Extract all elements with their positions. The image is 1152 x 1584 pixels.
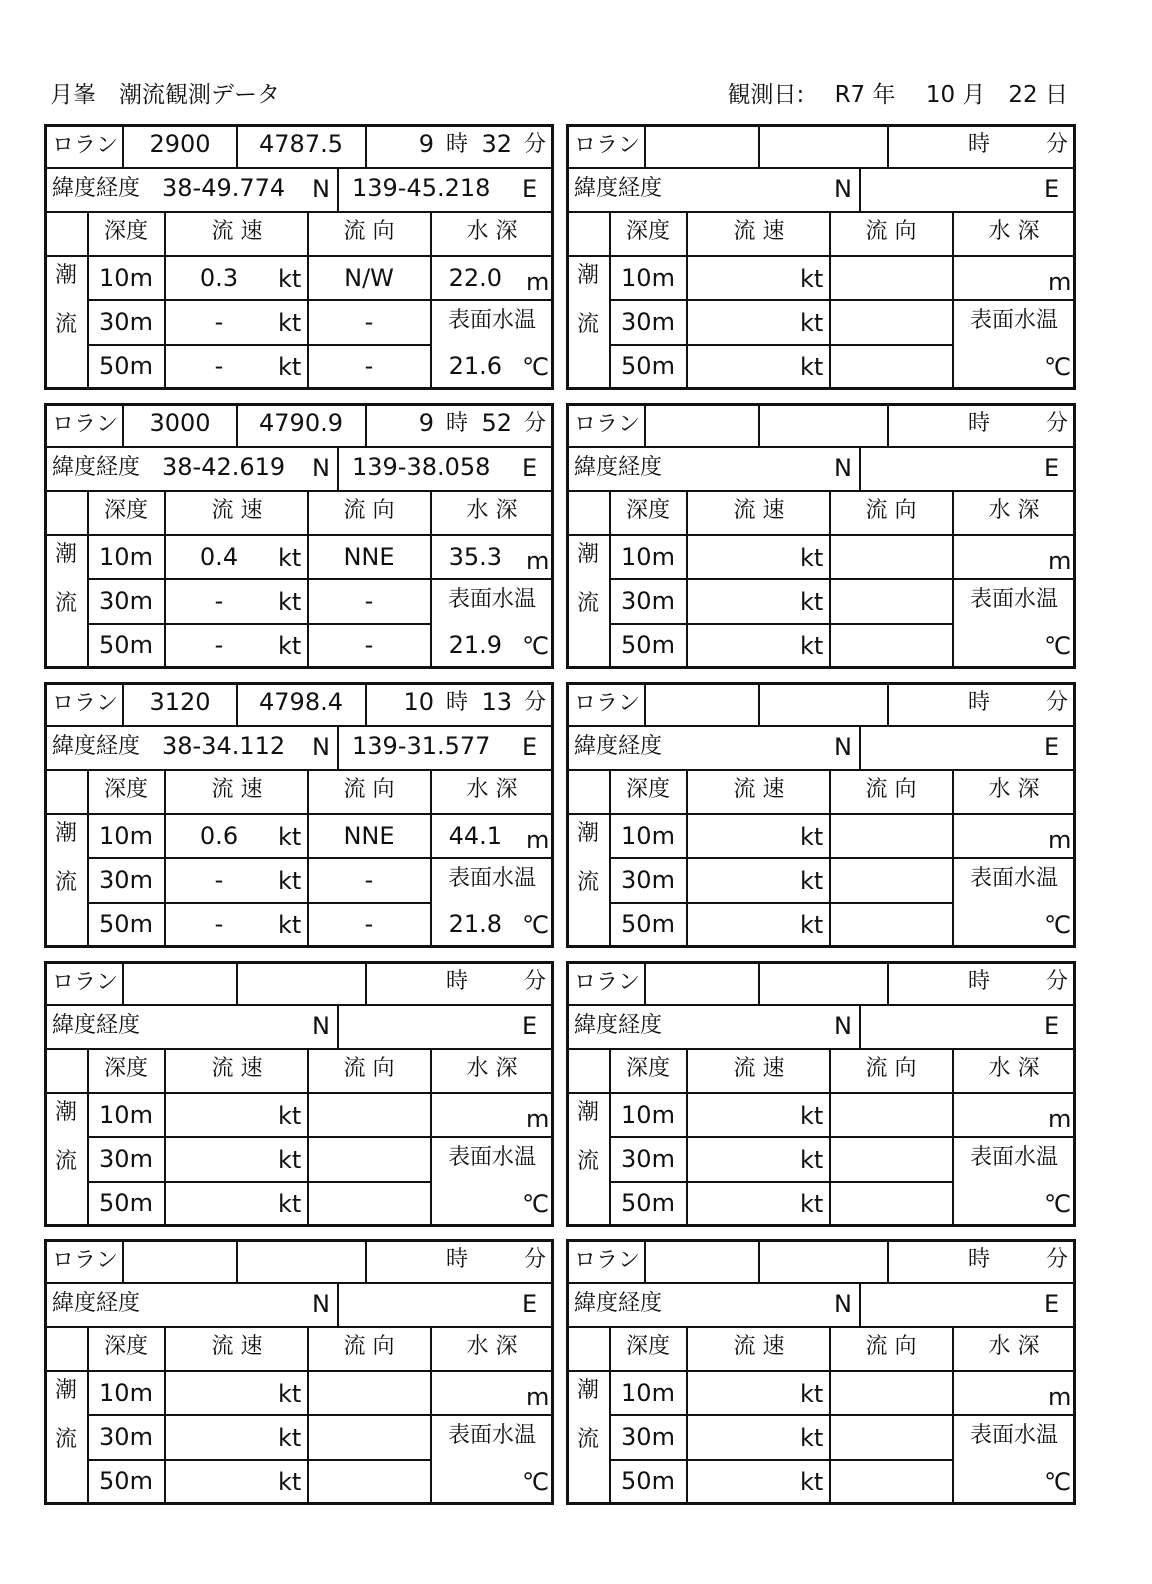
n-unit: N xyxy=(834,1290,852,1318)
m-unit: m xyxy=(526,1105,550,1133)
speed-10m-value: 0.4 xyxy=(199,543,239,571)
speed-50m-value: - xyxy=(214,910,224,938)
direction-header: 流 向 xyxy=(343,1334,395,1359)
depth-50m: 50m xyxy=(99,352,153,380)
water-depth-header: 水 深 xyxy=(988,777,1040,802)
card-grid xyxy=(566,124,1076,390)
depth-50m: 50m xyxy=(99,910,153,938)
loran-label: ロラン xyxy=(574,1248,641,1273)
hour-unit: 時 xyxy=(446,1247,469,1272)
day-value: 22 xyxy=(1008,82,1038,108)
hour-unit: 時 xyxy=(446,411,469,436)
latlon-label: 緯度経度 xyxy=(52,1291,141,1316)
depth-header: 深度 xyxy=(625,1056,671,1081)
tide-label-1: 潮 xyxy=(576,542,600,567)
card-grid xyxy=(44,124,554,390)
observation-card xyxy=(566,124,1076,390)
loran-label: ロラン xyxy=(574,412,641,437)
card-grid xyxy=(566,682,1076,948)
kt-unit-30m: kt xyxy=(278,867,302,895)
depth-30m: 30m xyxy=(99,587,153,615)
e-unit: E xyxy=(1044,175,1060,203)
card-grid xyxy=(566,1239,1076,1505)
direction-10m-value: NNE xyxy=(343,822,395,850)
depth-10m: 10m xyxy=(99,1379,153,1407)
hour-unit: 時 xyxy=(446,690,469,715)
kt-unit-30m: kt xyxy=(800,309,824,337)
depth-30m: 30m xyxy=(621,587,675,615)
observation-card xyxy=(44,1239,554,1505)
minute-value: 13 xyxy=(481,688,512,716)
surface-temp-label: 表面水温 xyxy=(969,1423,1059,1448)
observation-date xyxy=(0,76,1068,109)
water-depth-header: 水 深 xyxy=(988,219,1040,244)
surface-temp-value: 21.8 xyxy=(448,910,502,938)
surface-temp-label: 表面水温 xyxy=(447,1423,537,1448)
tide-label-2: 流 xyxy=(576,1149,600,1174)
celsius-unit: ℃ xyxy=(1044,353,1071,381)
kt-unit-10m: kt xyxy=(800,823,824,851)
month-unit: 月 xyxy=(962,82,986,108)
observation-card xyxy=(566,682,1076,948)
depth-header: 深度 xyxy=(103,1056,149,1081)
card-grid xyxy=(566,961,1076,1227)
observation-card xyxy=(44,124,554,390)
observation-card xyxy=(44,403,554,669)
depth-30m: 30m xyxy=(99,1423,153,1451)
depth-50m: 50m xyxy=(99,1189,153,1217)
depth-header: 深度 xyxy=(625,219,671,244)
kt-unit-50m: kt xyxy=(278,632,302,660)
hour-value: 9 xyxy=(418,409,434,437)
minute-unit: 分 xyxy=(1046,969,1069,994)
latitude-value: 38-49.774 xyxy=(162,174,286,202)
loran-label: ロラン xyxy=(574,970,641,995)
depth-30m: 30m xyxy=(621,308,675,336)
direction-header: 流 向 xyxy=(865,777,917,802)
speed-10m-value: 0.6 xyxy=(199,822,239,850)
minute-value: 32 xyxy=(481,130,512,158)
hour-unit: 時 xyxy=(968,690,991,715)
depth-50m: 50m xyxy=(621,1467,675,1495)
tide-label-2: 流 xyxy=(54,591,78,616)
hour-value: 9 xyxy=(418,130,434,158)
speed-30m-value: - xyxy=(214,308,224,336)
depth-header: 深度 xyxy=(625,777,671,802)
observation-card xyxy=(44,682,554,948)
loran-label: ロラン xyxy=(574,691,641,716)
speed-30m-value: - xyxy=(214,587,224,615)
e-unit: E xyxy=(522,1012,538,1040)
minute-unit: 分 xyxy=(1046,1247,1069,1272)
direction-50m-value: - xyxy=(364,352,374,380)
direction-50m-value: - xyxy=(364,631,374,659)
depth-30m: 30m xyxy=(621,866,675,894)
direction-50m-value: - xyxy=(364,910,374,938)
n-unit: N xyxy=(312,175,330,203)
day-unit: 日 xyxy=(1045,82,1068,108)
surface-temp-label: 表面水温 xyxy=(969,308,1059,333)
direction-header: 流 向 xyxy=(343,1056,395,1081)
latlon-label: 緯度経度 xyxy=(52,1013,141,1038)
tide-label-2: 流 xyxy=(54,312,78,337)
depth-10m: 10m xyxy=(99,543,153,571)
tide-label-2: 流 xyxy=(576,1427,600,1452)
depth-10m: 10m xyxy=(621,543,675,571)
latlon-label: 緯度経度 xyxy=(574,734,663,759)
kt-unit-10m: kt xyxy=(800,1380,824,1408)
celsius-unit: ℃ xyxy=(522,632,549,660)
water-depth-header: 水 深 xyxy=(988,1334,1040,1359)
page-title: 月峯 潮流観測データ xyxy=(50,82,280,108)
surface-temp-value: 21.6 xyxy=(448,352,502,380)
longitude-value: 139-31.577 xyxy=(352,732,491,760)
celsius-unit: ℃ xyxy=(1044,632,1071,660)
speed-50m-value: - xyxy=(214,631,224,659)
tide-label-1: 潮 xyxy=(54,1378,78,1403)
card-grid xyxy=(44,961,554,1227)
kt-unit-50m: kt xyxy=(800,1190,824,1218)
water-depth-header: 水 深 xyxy=(466,777,518,802)
surface-temp-label: 表面水温 xyxy=(447,1145,537,1170)
n-unit: N xyxy=(312,1290,330,1318)
tide-label-1: 潮 xyxy=(54,263,78,288)
loran-label: ロラン xyxy=(52,970,119,995)
tide-label-2: 流 xyxy=(576,312,600,337)
tide-label-2: 流 xyxy=(576,591,600,616)
direction-10m-value: NNE xyxy=(343,543,395,571)
celsius-unit: ℃ xyxy=(522,911,549,939)
water-depth-value: 22.0 xyxy=(448,264,502,292)
speed-header: 流 速 xyxy=(211,1056,263,1081)
depth-header: 深度 xyxy=(103,219,149,244)
water-depth-header: 水 深 xyxy=(466,219,518,244)
kt-unit-30m: kt xyxy=(800,588,824,616)
minute-unit: 分 xyxy=(1046,132,1069,157)
latlon-label: 緯度経度 xyxy=(574,1013,663,1038)
tide-label-2: 流 xyxy=(54,1149,78,1174)
kt-unit-30m: kt xyxy=(278,1424,302,1452)
minute-unit: 分 xyxy=(524,969,547,994)
speed-header: 流 速 xyxy=(733,777,785,802)
tide-label-1: 潮 xyxy=(576,821,600,846)
direction-header: 流 向 xyxy=(865,1056,917,1081)
latlon-label: 緯度経度 xyxy=(52,734,141,759)
kt-unit-30m: kt xyxy=(278,588,302,616)
minute-unit: 分 xyxy=(524,690,547,715)
water-depth-header: 水 深 xyxy=(988,498,1040,523)
depth-header: 深度 xyxy=(103,498,149,523)
kt-unit-50m: kt xyxy=(800,353,824,381)
speed-header: 流 速 xyxy=(211,777,263,802)
e-unit: E xyxy=(522,733,538,761)
surface-temp-label: 表面水温 xyxy=(969,587,1059,612)
direction-header: 流 向 xyxy=(865,219,917,244)
depth-10m: 10m xyxy=(99,1101,153,1129)
kt-unit-10m: kt xyxy=(278,823,302,851)
depth-50m: 50m xyxy=(99,1467,153,1495)
hour-unit: 時 xyxy=(968,1247,991,1272)
n-unit: N xyxy=(834,733,852,761)
hour-value: 10 xyxy=(403,688,434,716)
minute-value: 52 xyxy=(481,409,512,437)
direction-10m-value: N/W xyxy=(344,264,394,292)
speed-30m-value: - xyxy=(214,866,224,894)
m-unit: m xyxy=(526,547,550,575)
direction-30m-value: - xyxy=(364,587,374,615)
card-grid xyxy=(44,403,554,669)
kt-unit-10m: kt xyxy=(278,1380,302,1408)
tide-label-1: 潮 xyxy=(54,821,78,846)
depth-header: 深度 xyxy=(103,777,149,802)
kt-unit-10m: kt xyxy=(278,544,302,572)
latlon-label: 緯度経度 xyxy=(52,455,141,480)
surface-temp-value: 21.9 xyxy=(448,631,502,659)
latlon-label: 緯度経度 xyxy=(574,1291,663,1316)
kt-unit-30m: kt xyxy=(800,1146,824,1174)
m-unit: m xyxy=(1048,547,1072,575)
kt-unit-10m: kt xyxy=(278,1102,302,1130)
water-depth-header: 水 深 xyxy=(466,1056,518,1081)
card-grid xyxy=(44,682,554,948)
tide-label-2: 流 xyxy=(576,870,600,895)
m-unit: m xyxy=(1048,1105,1072,1133)
loran-label: ロラン xyxy=(52,691,119,716)
m-unit: m xyxy=(526,826,550,854)
observation-card xyxy=(566,961,1076,1227)
loran-label: ロラン xyxy=(52,412,119,437)
kt-unit-50m: kt xyxy=(800,911,824,939)
depth-10m: 10m xyxy=(621,1101,675,1129)
depth-30m: 30m xyxy=(99,1145,153,1173)
e-unit: E xyxy=(522,175,538,203)
kt-unit-50m: kt xyxy=(278,1468,302,1496)
depth-30m: 30m xyxy=(621,1145,675,1173)
speed-header: 流 速 xyxy=(733,1056,785,1081)
hour-unit: 時 xyxy=(968,132,991,157)
longitude-value: 139-45.218 xyxy=(352,174,491,202)
depth-30m: 30m xyxy=(99,308,153,336)
e-unit: E xyxy=(1044,454,1060,482)
loran-a-value: 3120 xyxy=(149,688,211,716)
tide-label-1: 潮 xyxy=(576,1100,600,1125)
speed-10m-value: 0.3 xyxy=(199,264,239,292)
m-unit: m xyxy=(1048,268,1072,296)
loran-b-value: 4798.4 xyxy=(259,688,343,716)
kt-unit-30m: kt xyxy=(278,309,302,337)
celsius-unit: ℃ xyxy=(522,353,549,381)
tide-label-1: 潮 xyxy=(576,1378,600,1403)
depth-header: 深度 xyxy=(625,1334,671,1359)
speed-header: 流 速 xyxy=(211,219,263,244)
minute-unit: 分 xyxy=(1046,411,1069,436)
hour-unit: 時 xyxy=(968,411,991,436)
celsius-unit: ℃ xyxy=(1044,911,1071,939)
month-value: 10 xyxy=(925,82,956,108)
water-depth-value: 44.1 xyxy=(448,822,502,850)
speed-header: 流 速 xyxy=(733,498,785,523)
loran-label: ロラン xyxy=(52,1248,119,1273)
m-unit: m xyxy=(526,268,550,296)
loran-b-value: 4790.9 xyxy=(259,409,343,437)
tide-label-1: 潮 xyxy=(576,263,600,288)
tide-label-1: 潮 xyxy=(54,1100,78,1125)
e-unit: E xyxy=(522,454,538,482)
observation-card xyxy=(566,1239,1076,1505)
e-unit: E xyxy=(522,1290,538,1318)
loran-a-value: 2900 xyxy=(149,130,211,158)
hour-unit: 時 xyxy=(968,969,991,994)
depth-50m: 50m xyxy=(99,631,153,659)
surface-temp-label: 表面水温 xyxy=(447,308,537,333)
kt-unit-50m: kt xyxy=(800,1468,824,1496)
m-unit: m xyxy=(1048,826,1072,854)
surface-temp-label: 表面水温 xyxy=(969,1145,1059,1170)
depth-header: 深度 xyxy=(625,498,671,523)
kt-unit-50m: kt xyxy=(278,1190,302,1218)
observation-card xyxy=(44,961,554,1227)
depth-50m: 50m xyxy=(621,352,675,380)
depth-header: 深度 xyxy=(103,1334,149,1359)
m-unit: m xyxy=(1048,1383,1072,1411)
speed-header: 流 速 xyxy=(733,1334,785,1359)
hour-unit: 時 xyxy=(446,132,469,157)
kt-unit-50m: kt xyxy=(278,911,302,939)
depth-30m: 30m xyxy=(621,1423,675,1451)
tide-label-2: 流 xyxy=(54,1427,78,1452)
card-grid xyxy=(566,403,1076,669)
hour-unit: 時 xyxy=(446,969,469,994)
surface-temp-label: 表面水温 xyxy=(969,866,1059,891)
celsius-unit: ℃ xyxy=(522,1468,549,1496)
depth-10m: 10m xyxy=(621,264,675,292)
minute-unit: 分 xyxy=(524,1247,547,1272)
tide-label-1: 潮 xyxy=(54,542,78,567)
depth-10m: 10m xyxy=(621,1379,675,1407)
direction-header: 流 向 xyxy=(343,498,395,523)
n-unit: N xyxy=(312,733,330,761)
surface-temp-label: 表面水温 xyxy=(447,587,537,612)
depth-50m: 50m xyxy=(621,1189,675,1217)
e-unit: E xyxy=(1044,1012,1060,1040)
speed-header: 流 速 xyxy=(733,219,785,244)
kt-unit-10m: kt xyxy=(800,1102,824,1130)
kt-unit-10m: kt xyxy=(800,265,824,293)
longitude-value: 139-38.058 xyxy=(352,453,491,481)
depth-50m: 50m xyxy=(621,631,675,659)
latlon-label: 緯度経度 xyxy=(52,176,141,201)
kt-unit-30m: kt xyxy=(278,1146,302,1174)
loran-label: ロラン xyxy=(574,133,641,158)
direction-header: 流 向 xyxy=(865,498,917,523)
celsius-unit: ℃ xyxy=(522,1190,549,1218)
water-depth-header: 水 深 xyxy=(466,1334,518,1359)
depth-10m: 10m xyxy=(99,822,153,850)
latitude-value: 38-34.112 xyxy=(162,732,286,760)
latitude-value: 38-42.619 xyxy=(162,453,286,481)
kt-unit-30m: kt xyxy=(800,1424,824,1452)
water-depth-header: 水 深 xyxy=(466,498,518,523)
loran-b-value: 4787.5 xyxy=(259,130,343,158)
n-unit: N xyxy=(834,175,852,203)
direction-header: 流 向 xyxy=(343,777,395,802)
speed-50m-value: - xyxy=(214,352,224,380)
latlon-label: 緯度経度 xyxy=(574,176,663,201)
date-label: 観測日: xyxy=(727,82,805,108)
depth-10m: 10m xyxy=(99,264,153,292)
kt-unit-10m: kt xyxy=(800,544,824,572)
depth-50m: 50m xyxy=(621,910,675,938)
kt-unit-50m: kt xyxy=(278,353,302,381)
tide-label-2: 流 xyxy=(54,870,78,895)
depth-10m: 10m xyxy=(621,822,675,850)
n-unit: N xyxy=(834,1012,852,1040)
speed-header: 流 速 xyxy=(211,1334,263,1359)
observation-card xyxy=(566,403,1076,669)
loran-label: ロラン xyxy=(52,133,119,158)
year-unit: 年 xyxy=(872,82,896,108)
era: R7 xyxy=(834,82,866,108)
celsius-unit: ℃ xyxy=(1044,1190,1071,1218)
minute-unit: 分 xyxy=(524,411,547,436)
kt-unit-30m: kt xyxy=(800,867,824,895)
water-depth-header: 水 深 xyxy=(988,1056,1040,1081)
depth-30m: 30m xyxy=(99,866,153,894)
direction-30m-value: - xyxy=(364,308,374,336)
minute-unit: 分 xyxy=(1046,690,1069,715)
e-unit: E xyxy=(1044,733,1060,761)
celsius-unit: ℃ xyxy=(1044,1468,1071,1496)
card-grid xyxy=(44,1239,554,1505)
direction-header: 流 向 xyxy=(865,1334,917,1359)
water-depth-value: 35.3 xyxy=(448,543,502,571)
direction-30m-value: - xyxy=(364,866,374,894)
latlon-label: 緯度経度 xyxy=(574,455,663,480)
direction-header: 流 向 xyxy=(343,219,395,244)
minute-unit: 分 xyxy=(524,132,547,157)
m-unit: m xyxy=(526,1383,550,1411)
n-unit: N xyxy=(312,1012,330,1040)
surface-temp-label: 表面水温 xyxy=(447,866,537,891)
speed-header: 流 速 xyxy=(211,498,263,523)
n-unit: N xyxy=(312,454,330,482)
n-unit: N xyxy=(834,454,852,482)
kt-unit-50m: kt xyxy=(800,632,824,660)
kt-unit-10m: kt xyxy=(278,265,302,293)
loran-a-value: 3000 xyxy=(149,409,211,437)
e-unit: E xyxy=(1044,1290,1060,1318)
